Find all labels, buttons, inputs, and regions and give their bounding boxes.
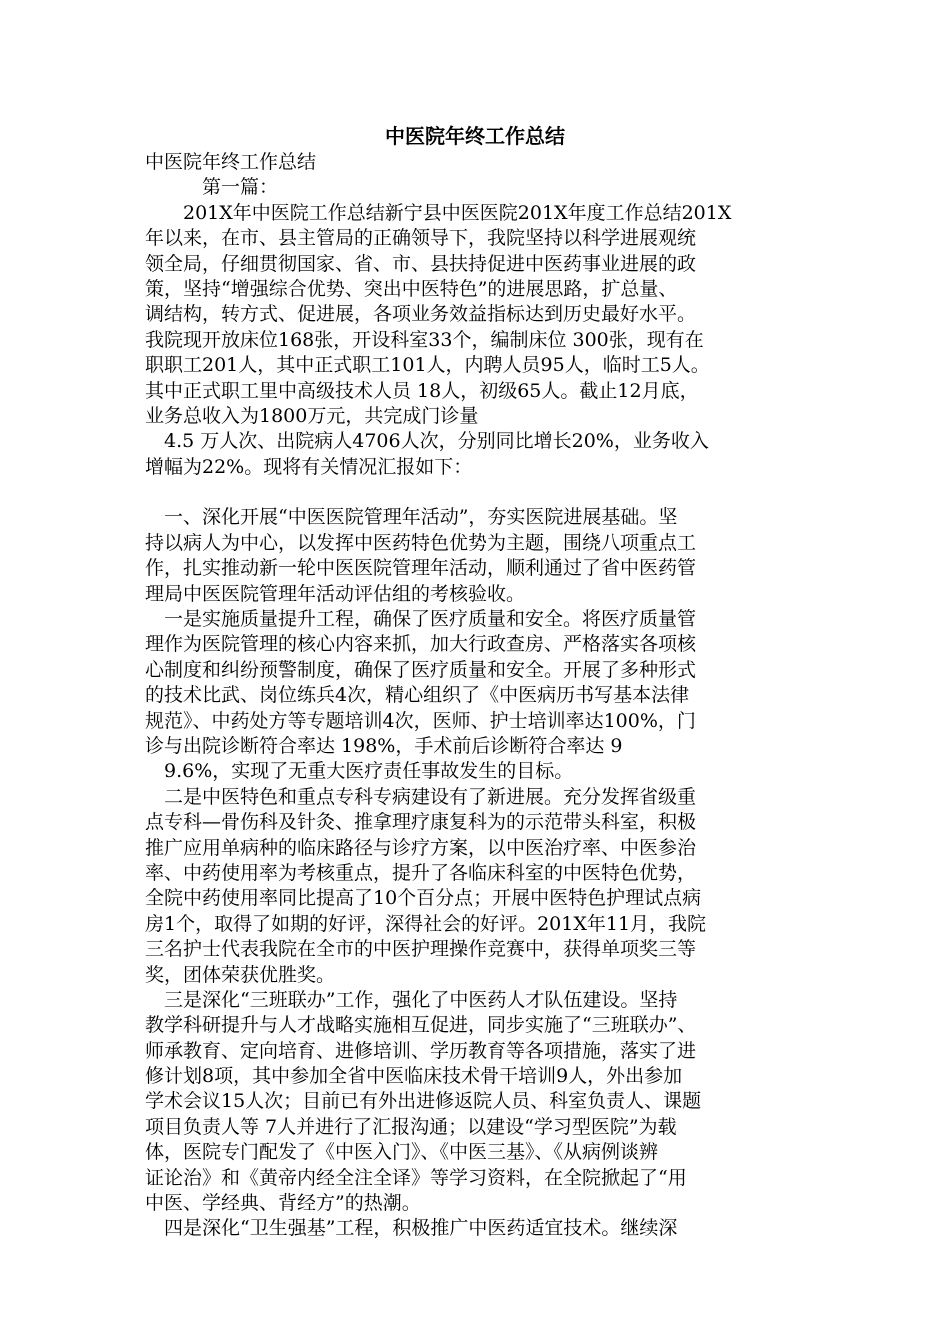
text-line: 房1个，取得了如期的好评，深得社会的好评。201X年11月，我院 <box>145 912 707 935</box>
text-line: 师承教育、定向培育、进修培训、学历教育等各项措施，落实了进 <box>145 1039 697 1062</box>
text-line: 心制度和纠纷预警制度，确保了医疗质量和安全。开展了多种形式 <box>145 658 697 681</box>
text-line: 职职工201人，其中正式职工101人，内聘人员95人，临时工5人。 <box>145 354 710 377</box>
text-line: 年以来，在市、县主管局的正确领导下，我院坚持以科学进展观统 <box>145 227 697 250</box>
text-line: 一、深化开展“中医医院管理年活动”，夯实医院进展基础。坚 <box>145 506 678 529</box>
text-line: 理作为医院管理的核心内容来抓，加大行政查房、严格落实各项核 <box>145 633 697 656</box>
text-line: 二是中医特色和重点专科专病建设有了新进展。充分发挥省级重 <box>145 785 697 808</box>
text-line: 奖，团体荣获优胜奖。 <box>145 963 336 986</box>
text-line: 三名护士代表我院在全市的中医护理操作竞赛中，获得单项奖三等 <box>145 938 697 961</box>
text-line: 全院中药使用率同比提高了10个百分点；开展中医特色护理试点病 <box>145 887 702 910</box>
text-line: 9.6%，实现了无重大医疗责任事故发生的目标。 <box>145 760 574 783</box>
text-line: 规范》、中药处方等专题培训4次，医师、护士培训率达100%，门 <box>145 709 696 732</box>
text-line: 一是实施质量提升工程，确保了医疗质量和安全。将医疗质量管 <box>145 608 697 631</box>
text-line: 增幅为22%。现将有关情况汇报如下： <box>145 455 473 478</box>
text-line: 学术会议15人次；目前已有外出进修返院人员、科室负责人、课题 <box>145 1090 702 1113</box>
blank-line <box>145 480 815 505</box>
text-line: 教学科研提升与人才战略实施相互促进，同步实施了“三班联办”、 <box>145 1014 697 1037</box>
text-line: 理局中医医院管理年活动评估组的考核验收。 <box>145 582 526 605</box>
text-line: 体，医院专门配发了《中医入门》、《中医三基》、《从病例谈辨 <box>145 1141 659 1164</box>
text-line: 第一篇： <box>145 176 279 199</box>
document-title: 中医院年终工作总结 <box>385 124 565 148</box>
text-line: 作，扎实推动新一轮中医医院管理年活动，顺利通过了省中医药管 <box>145 557 697 580</box>
text-line: 率、中药使用率为考核重点，提升了各临床科室的中医特色优势， <box>145 861 697 884</box>
text-line: 修计划8项，其中参加全省中医临床技术骨干培训9人，外出参加 <box>145 1065 683 1088</box>
text-line: 点专科—骨伤科及针灸、推拿理疗康复科为的示范带头科室，积极 <box>145 811 697 834</box>
text-line: 项目负责人等 7人并进行了汇报沟通；以建设“学习型医院”为载 <box>145 1115 677 1138</box>
text-line: 我院现开放床位168张，开设科室33个，编制床位 300张，现有在 <box>145 328 704 351</box>
text-line: 证论治》和《黄帝内经全注全译》等学习资料，在全院掀起了“用 <box>145 1166 687 1189</box>
text-line: 持以病人为中心，以发挥中医药特色优势为主题，围绕八项重点工 <box>145 531 697 554</box>
text-line: 推广应用单病种的临床路径与诊疗方案，以中医治疗率、中医参治 <box>145 836 697 859</box>
text-line: 中医院年终工作总结 <box>145 151 317 173</box>
text-line: 中医、学经典、背经方”的热潮。 <box>145 1192 421 1215</box>
document-body <box>145 150 815 1242</box>
text-line: 调结构，转方式、促进展，各项业务效益指标达到历史最好水平。 <box>145 303 697 326</box>
text-line: 4.5 万人次、出院病人4706人次，分别同比增长20%，业务收入 <box>145 430 709 453</box>
text-line: 诊与出院诊断符合率达 198%，手术前后诊断符合率达 9 <box>145 734 623 757</box>
text-line: 四是深化“卫生强基”工程，积极推广中医药适宜技术。继续深 <box>145 1217 678 1240</box>
text-line: 策，坚持“增强综合优势、突出中医特色”的进展思路，扩总量、 <box>145 277 678 300</box>
text-line: 领全局，仔细贯彻国家、省、市、县扶持促进中医药事业进展的政 <box>145 252 697 275</box>
text-line: 三是深化“三班联办”工作，强化了中医药人才队伍建设。坚持 <box>145 988 678 1011</box>
text-line: 其中正式职工里中高级技术人员 18人，初级65人。截止12月底， <box>145 379 699 402</box>
text-line: 业务总收入为1800万元，共完成门诊量 <box>145 404 479 427</box>
text-line: 201X年中医院工作总结新宁县中医医院201X年度工作总结201X <box>145 201 732 224</box>
text-line: 的技术比武、岗位练兵4次，精心组织了《中医病历书写基本法律 <box>145 684 690 707</box>
